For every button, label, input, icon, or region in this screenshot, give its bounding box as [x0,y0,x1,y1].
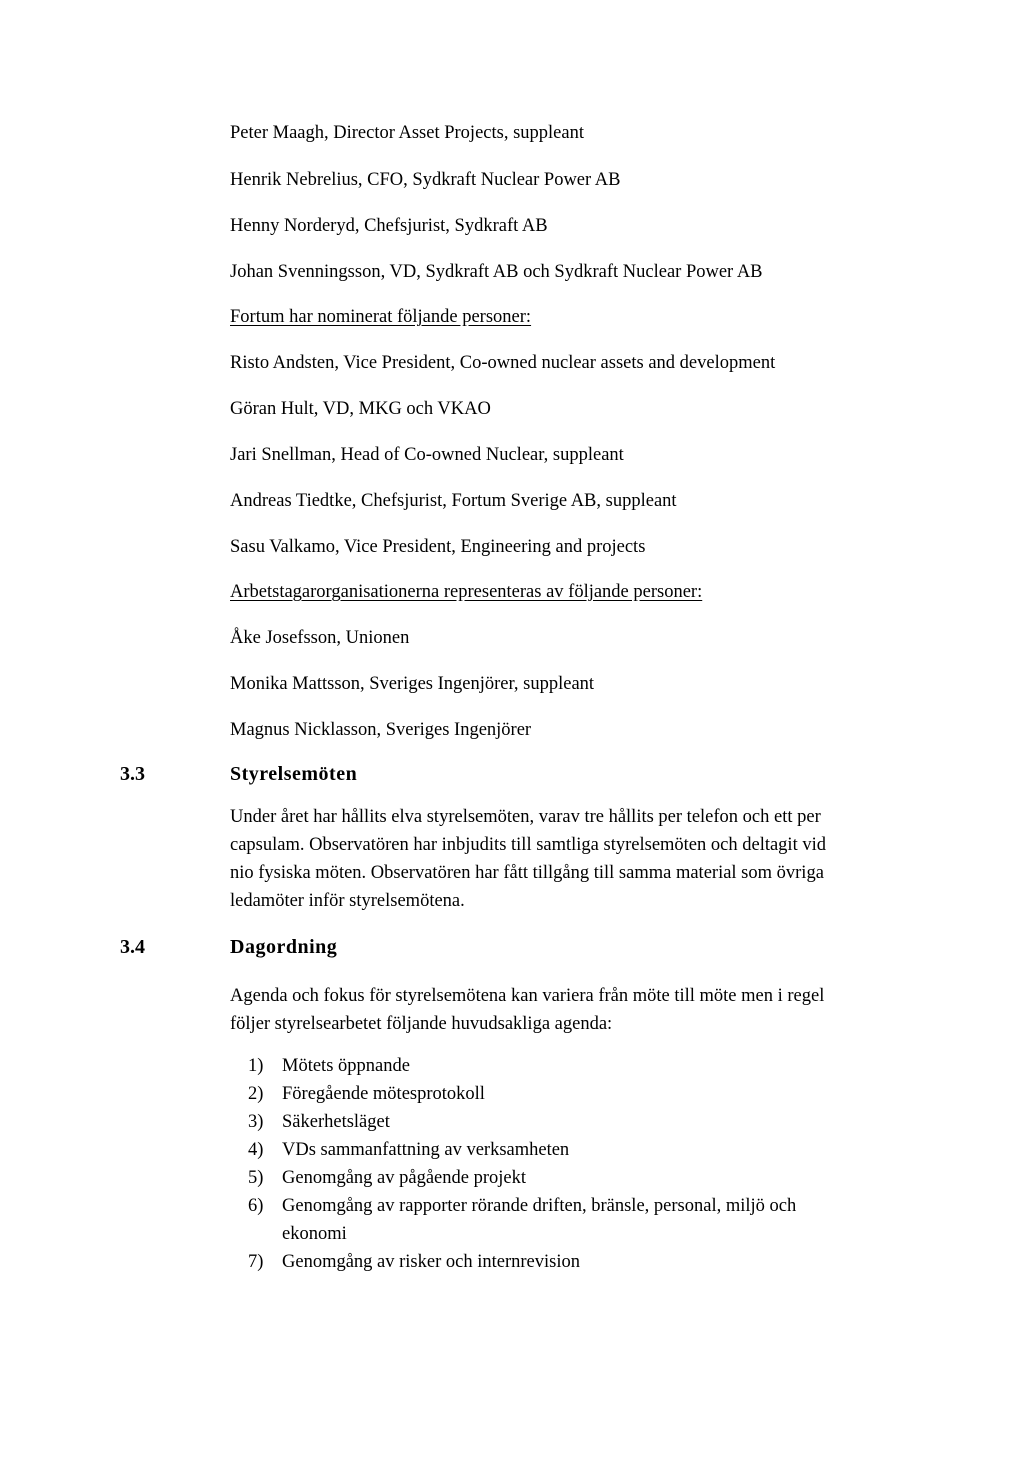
agenda-item-text: Genomgång av risker och internrevision [282,1252,580,1272]
fortum-nominee-line: Jari Snellman, Head of Co-owned Nuclear, suppleant [230,445,624,465]
agenda-item-text: VDs sammanfattning av verksamheten [282,1140,570,1160]
board-member-line: Henny Norderyd, Chefsjurist, Sydkraft AB [230,216,548,236]
agenda-item-text: Säkerhetsläget [282,1112,390,1132]
union-representatives-heading: Arbetstagarorganisationerna representeras av följande personer: [230,582,703,602]
section-3-3-title: Styrelsemöten [230,763,358,785]
board-member-line: Peter Maagh, Director Asset Projects, suppleant [230,123,584,143]
paragraph-line: följer styrelsearbetet följande huvudsakliga agenda: [230,1014,613,1034]
agenda-item-number: 2) [248,1084,264,1104]
agenda-item [248,1192,796,1248]
section-3-3-number: 3.3 [120,763,145,785]
agenda-item [248,1052,410,1080]
agenda-item [248,1080,485,1108]
agenda-item-number: 5) [248,1168,264,1188]
agenda-item-text: Mötets öppnande [282,1056,410,1076]
fortum-nominee-line: Risto Andsten, Vice President, Co-owned nuclear assets and development [230,353,776,373]
agenda-item [248,1164,526,1192]
agenda-item-text-continued: ekonomi [282,1224,347,1244]
section-3-3-paragraph [230,803,910,915]
agenda-item-number: 1) [248,1056,264,1076]
union-representative-line: Monika Mattsson, Sveriges Ingenjörer, suppleant [230,674,595,694]
agenda-item-number: 6) [248,1196,264,1216]
agenda-item-text: Genomgång av rapporter rörande driften, bränsle, personal, miljö och [282,1196,797,1216]
paragraph-line: nio fysiska möten. Observatören har fått tillgång till samma material som övriga [230,863,824,883]
union-representative-line: Åke Josefsson, Unionen [230,628,410,648]
agenda-item-number: 7) [248,1252,264,1272]
fortum-nominee-line: Sasu Valkamo, Vice President, Engineering and projects [230,537,646,557]
agenda-item [248,1136,569,1164]
fortum-nominees-heading: Fortum har nominerat följande personer: [230,307,532,327]
section-3-4-number: 3.4 [120,936,145,958]
section-3-4-title: Dagordning [230,936,338,958]
agenda-item-number: 3) [248,1112,264,1132]
paragraph-line: Agenda och fokus för styrelsemötena kan variera från möte till möte men i regel [230,986,825,1006]
agenda-item-text: Föregående mötesprotokoll [282,1084,485,1104]
agenda-item [248,1248,580,1276]
paragraph-line: capsulam. Observatören har inbjudits till samtliga styrelsemöten och deltagit vid [230,835,826,855]
agenda-item-number: 4) [248,1140,264,1160]
paragraph-line: ledamöter inför styrelsemötena. [230,891,465,911]
agenda-item [248,1108,390,1136]
union-representative-line: Magnus Nicklasson, Sveriges Ingenjörer [230,720,532,740]
fortum-nominee-line: Göran Hult, VD, MKG och VKAO [230,399,491,419]
agenda-item-text: Genomgång av pågående projekt [282,1168,527,1188]
board-member-line: Henrik Nebrelius, CFO, Sydkraft Nuclear Power AB [230,170,621,190]
fortum-nominee-line: Andreas Tiedtke, Chefsjurist, Fortum Sverige AB, suppleant [230,491,677,511]
board-member-line: Johan Svenningsson, VD, Sydkraft AB och Sydkraft Nuclear Power AB [230,262,763,282]
section-3-4-paragraph [230,982,910,1038]
paragraph-line: Under året har hållits elva styrelsemöten, varav tre hållits per telefon och ett per [230,807,821,827]
